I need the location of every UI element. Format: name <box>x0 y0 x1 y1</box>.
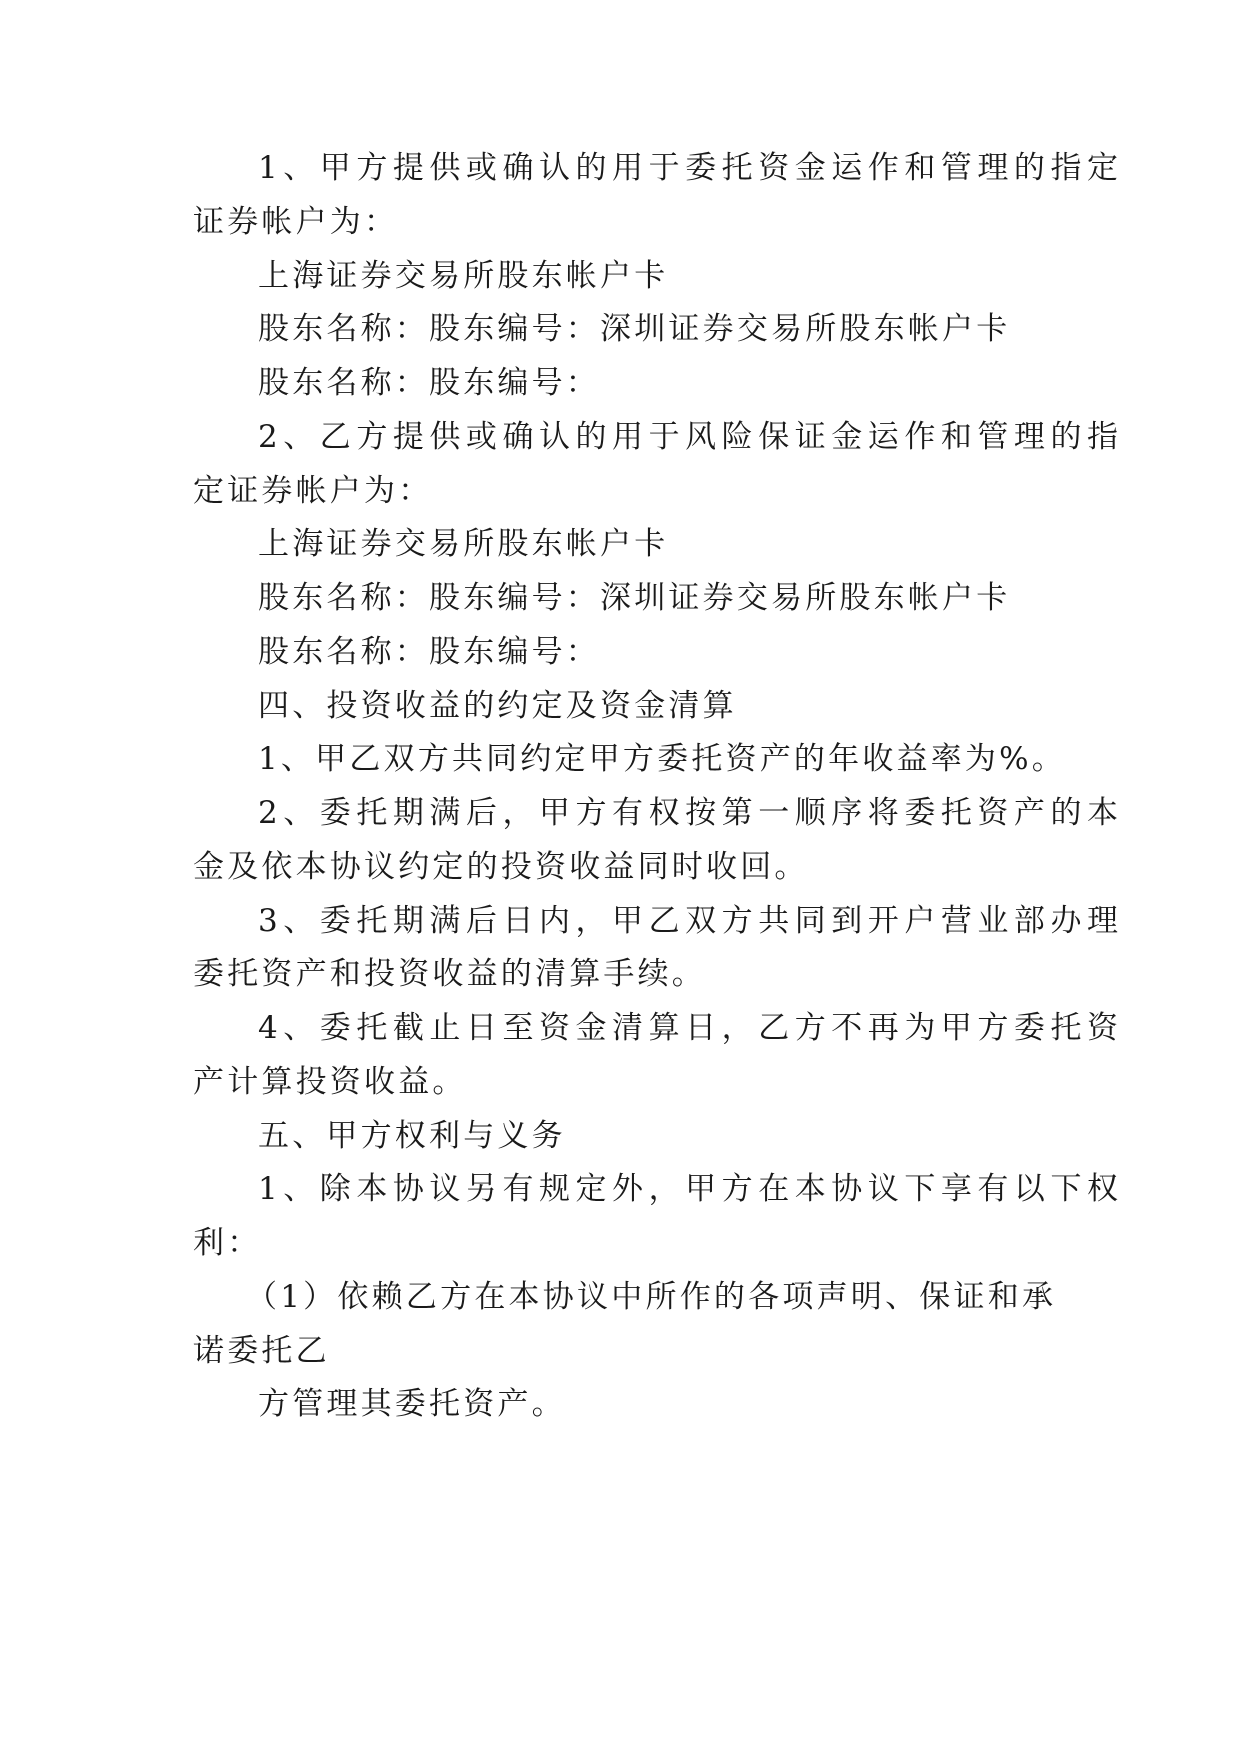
section-heading: 五、甲方权利与义务 <box>258 1118 566 1154</box>
paragraph-line: 3、委托期满后日内，甲乙双方共同到开户营业部办理 <box>258 903 1118 939</box>
paragraph-line: 1、除本协议另有规定外，甲方在本协议下享有以下权 <box>258 1171 1118 1207</box>
paragraph-line: 产计算投资收益。 <box>193 1064 467 1100</box>
paragraph-line: 4、委托截止日至资金清算日，乙方不再为甲方委托资 <box>258 1010 1118 1046</box>
paragraph-line: 股东名称：股东编号： <box>258 634 600 670</box>
paragraph-line: 股东名称：股东编号：深圳证券交易所股东帐户卡 <box>258 580 1011 616</box>
paragraph-line: 2、委托期满后，甲方有权按第一顺序将委托资产的本 <box>258 795 1118 831</box>
paragraph-line: 股东名称：股东编号： <box>258 365 600 401</box>
paragraph-line: 诺委托乙 <box>193 1333 330 1369</box>
paragraph-line: 定证券帐户为： <box>193 473 433 509</box>
section-heading: 四、投资收益的约定及资金清算 <box>258 688 737 724</box>
paragraph-line: 2、乙方提供或确认的用于风险保证金运作和管理的指 <box>258 419 1118 455</box>
paragraph-line: 方管理其委托资产。 <box>258 1386 566 1422</box>
paragraph-line: 股东名称：股东编号：深圳证券交易所股东帐户卡 <box>258 311 1011 347</box>
paragraph-line: 1、甲方提供或确认的用于委托资金运作和管理的指定 <box>258 150 1118 186</box>
paragraph-line: 1、甲乙双方共同约定甲方委托资产的年收益率为%。 <box>258 741 1066 777</box>
paragraph-line: 上海证券交易所股东帐户卡 <box>258 526 669 562</box>
paragraph-line: 利： <box>193 1225 262 1261</box>
paragraph-line: 金及依本协议约定的投资收益同时收回。 <box>193 849 809 885</box>
paragraph-line: 上海证券交易所股东帐户卡 <box>258 258 669 294</box>
paragraph-line: （1）依赖乙方在本协议中所作的各项声明、保证和承 <box>246 1279 1053 1315</box>
paragraph-line: 证券帐户为： <box>193 204 399 240</box>
paragraph-line: 委托资产和投资收益的清算手续。 <box>193 956 706 992</box>
